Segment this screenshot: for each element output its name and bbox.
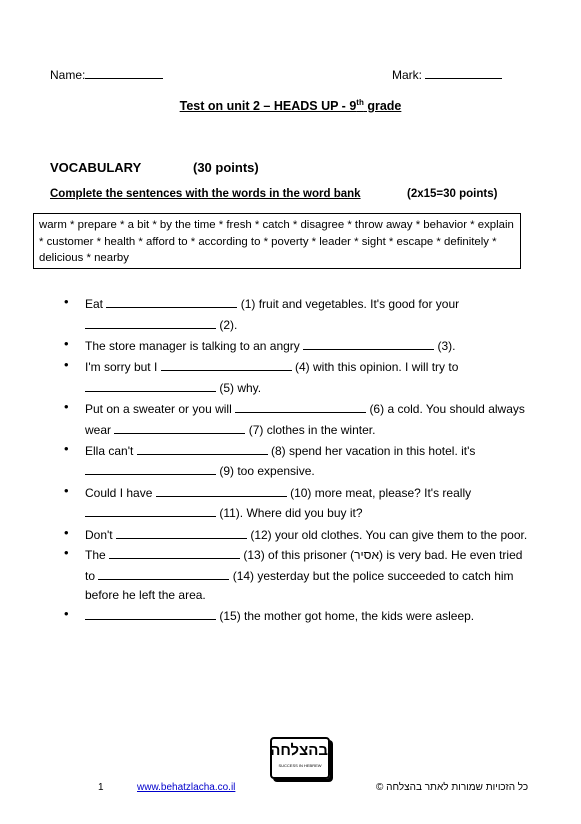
section-points: (30 points): [193, 160, 259, 175]
page-number: 1: [98, 782, 104, 793]
answer-blank: [85, 608, 216, 620]
sentence-line: [85, 296, 459, 311]
copyright-notice: כל הזכויות שמורות לאתר בהצלחה ©: [376, 782, 529, 793]
mark-field-label: [392, 67, 502, 82]
answer-blank: [235, 401, 366, 413]
bullet-icon: •: [64, 483, 69, 498]
website-link[interactable]: www.behatzlacha.co.il: [137, 782, 236, 793]
answer-blank: [85, 317, 216, 329]
sentence-text: (9) too expensive.: [219, 464, 315, 478]
sentence-text: wear: [85, 423, 112, 437]
name-field-label: [50, 67, 163, 82]
sentence-line: [85, 568, 514, 583]
sentence-text: (15) the mother got home, the kids were asleep.: [219, 609, 475, 623]
sentence-text: Ella can't: [85, 444, 134, 458]
title-sup: th: [356, 98, 364, 107]
title-main: Test on unit 2 – HEADS UP - 9: [179, 99, 357, 114]
sentence-text: (13) of this prisoner (אסיר) is very bad. He even tried: [243, 548, 523, 562]
sentence-text: Don't: [85, 528, 113, 542]
name-blank: [85, 67, 163, 79]
sentence-text: (7) clothes in the winter.: [248, 423, 376, 437]
sentence-text: The store manager is talking to an angry: [85, 339, 300, 353]
sentence-line: [85, 443, 475, 458]
sentence-line: [85, 380, 261, 395]
sentence-line: [85, 547, 522, 562]
sentence-line: [85, 359, 458, 374]
bullet-icon: •: [64, 606, 69, 621]
answer-blank: [156, 485, 287, 497]
answer-blank: [106, 296, 237, 308]
answer-blank: [303, 338, 434, 350]
sentence-line: [85, 463, 315, 478]
bullet-icon: •: [64, 545, 69, 560]
behatzlacha-logo: [270, 737, 330, 779]
sentence-line: [85, 317, 237, 332]
answer-blank: [161, 359, 292, 371]
sentence-text: I'm sorry but I: [85, 360, 158, 374]
sentence-text: (11). Where did you buy it?: [219, 506, 363, 520]
sentence-line: [85, 401, 525, 416]
section-heading: VOCABULARY: [50, 160, 142, 175]
mark-blank: [425, 67, 502, 79]
answer-blank: [85, 380, 216, 392]
sentence-text: before he left the area.: [85, 588, 206, 602]
test-title: [0, 98, 581, 113]
logo-subtext: SUCCESS IN HEBREW: [278, 763, 322, 768]
sentence-line: [85, 422, 375, 437]
bullet-icon: •: [64, 441, 69, 456]
sentence-text: (3).: [437, 339, 456, 353]
instruction-points: (2x15=30 points): [407, 188, 498, 200]
sentence-line: [85, 608, 474, 623]
word-bank: warm * prepare * a bit * by the time * fresh * catch * disagree * throw away * behavior * explain * customer * health * afford to * according to * poverty * leader * sight * escape * definitely * delicious * nearby: [33, 213, 521, 269]
sentence-text: Put on a sweater or you will: [85, 402, 232, 416]
name-label: Name:: [50, 68, 86, 82]
logo-text: בהצלחה: [270, 742, 328, 759]
answer-blank: [137, 443, 268, 455]
answer-blank: [85, 463, 216, 475]
sentence-text: Eat: [85, 297, 104, 311]
sentence-text: (5) why.: [219, 381, 262, 395]
mark-label: Mark:: [392, 68, 422, 82]
sentence-line: [85, 338, 455, 353]
sentence-text: The: [85, 548, 106, 562]
sentence-text: (4) with this opinion. I will try to: [295, 360, 459, 374]
bullet-icon: •: [64, 294, 69, 309]
sentence-text: (6) a cold. You should always: [369, 402, 525, 416]
sentence-text: to: [85, 569, 96, 583]
answer-blank: [114, 422, 245, 434]
sentence-line: [85, 505, 363, 520]
sentence-text: (14) yesterday but the police succeeded to catch him: [232, 569, 514, 583]
sentence-text: (2).: [219, 318, 238, 332]
answer-blank: [85, 505, 216, 517]
sentence-text: (1) fruit and vegetables. It's good for your: [240, 297, 460, 311]
bullet-icon: •: [64, 525, 69, 540]
answer-blank: [116, 527, 247, 539]
sentence-text: Could I have: [85, 486, 153, 500]
bullet-icon: •: [64, 357, 69, 372]
sentence-line: [85, 588, 206, 602]
sentence-line: [85, 527, 527, 542]
sentence-text: (12) your old clothes. You can give them to the poor.: [250, 528, 528, 542]
title-end: grade: [363, 99, 402, 114]
sentence-text: (10) more meat, please? It's really: [290, 486, 472, 500]
answer-blank: [109, 547, 240, 559]
sentence-line: [85, 485, 471, 500]
bullet-icon: •: [64, 399, 69, 414]
bullet-icon: •: [64, 336, 69, 351]
instruction: Complete the sentences with the words in the word bank: [50, 188, 361, 200]
sentence-text: (8) spend her vacation in this hotel. it's: [271, 444, 476, 458]
answer-blank: [98, 568, 229, 580]
